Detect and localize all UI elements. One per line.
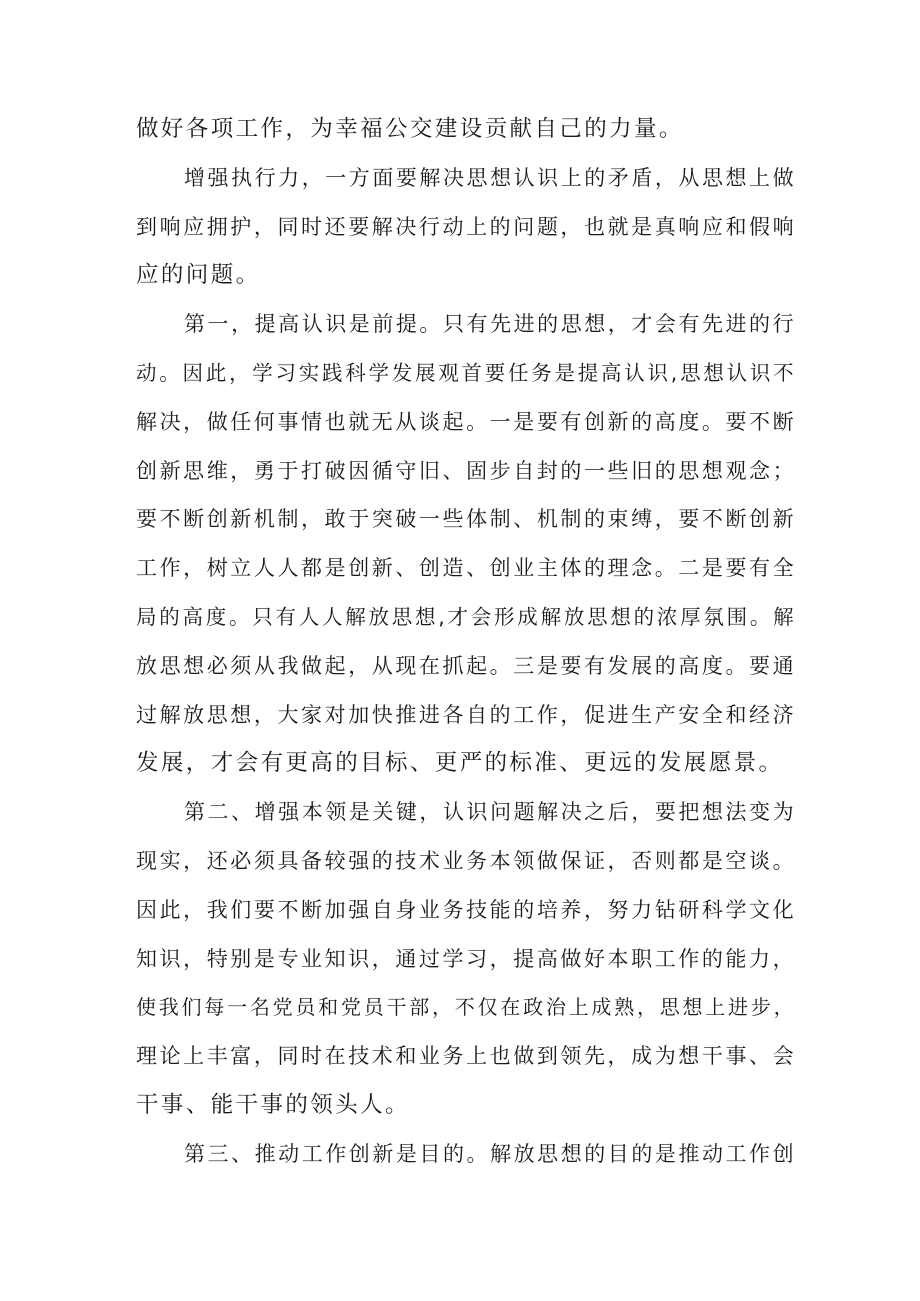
text-line: 动。因此，学习实践科学发展观首要任务是提高认识,思想认识不	[136, 360, 796, 385]
text-line: 做好各项工作，为幸福公交建设贡献自己的力量。	[136, 116, 684, 142]
text-line: 因此，我们要不断加强自身业务技能的培养，努力钻研科学文化	[136, 897, 796, 922]
text-line: 解决，做任何事情也就无从谈起。一是要有创新的高度。要不断	[136, 409, 796, 434]
text-line: 放思想必须从我做起，从现在抓起。三是要有发展的高度。要通	[136, 653, 796, 678]
text-line: 使我们每一名党员和党员干部，不仅在政治上成熟，思想上进步，	[136, 995, 796, 1020]
text-line: 要不断创新机制，敢于突破一些体制、机制的束缚，要不断创新	[136, 507, 796, 532]
text-line: 过解放思想，大家对加快推进各自的工作，促进生产安全和经济	[136, 702, 796, 727]
text-line: 创新思维，勇于打破因循守旧、固步自封的一些旧的思想观念；	[136, 458, 796, 483]
text-line: 应的问题。	[136, 262, 261, 289]
text-line: 第一，提高认识是前提。只有先进的思想，才会有先进的行	[184, 312, 796, 337]
text-line: 现实，还必须具备较强的技术业务本领做保证，否则都是空谈。	[136, 848, 796, 873]
text-line: 知识，特别是专业知识，通过学习，提高做好本职工作的能力，	[136, 946, 796, 971]
text-line: 到响应拥护，同时还要解决行动上的问题，也就是真响应和假响	[136, 214, 796, 239]
text-line: 干事、能干事的领头人。	[136, 1091, 410, 1118]
document-body	[136, 105, 796, 1179]
text-line: 理论上丰富，同时在技术和业务上也做到领先，成为想干事、会	[136, 1044, 796, 1069]
text-line: 增强执行力，一方面要解决思想认识上的矛盾，从思想上做	[184, 165, 796, 190]
text-line: 发展，才会有更高的目标、更严的标准、更远的发展愿景。	[136, 750, 784, 777]
text-line: 第二、增强本领是关键，认识问题解决之后，要把想法变为	[184, 800, 796, 825]
text-line: 局的高度。只有人人解放思想,才会形成解放思想的浓厚氛围。解	[136, 604, 796, 629]
text-line: 第三、推动工作创新是目的。解放思想的目的是推动工作创	[184, 1141, 796, 1166]
text-line: 工作，树立人人都是创新、创造、创业主体的理念。二是要有全	[136, 556, 796, 581]
